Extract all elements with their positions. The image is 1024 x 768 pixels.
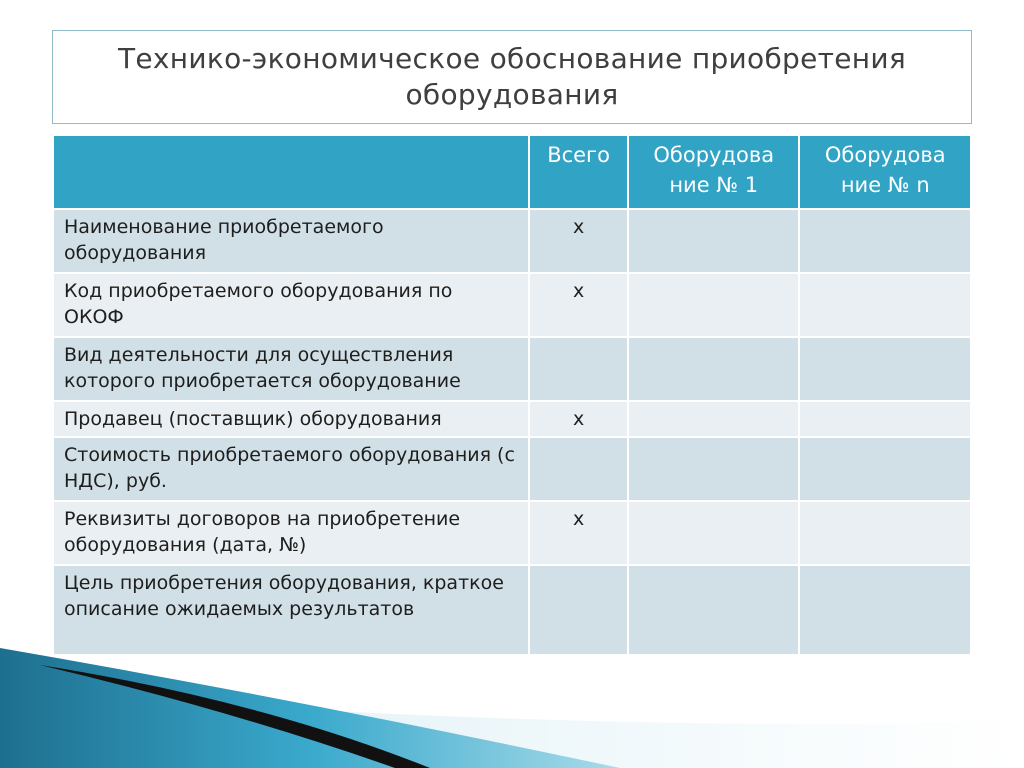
row-total: х xyxy=(530,502,627,564)
row-label: Код приобретаемого оборудования по ОКОФ xyxy=(54,274,528,336)
header-equipment-1: Оборудова ние № 1 xyxy=(629,136,798,208)
row-total: х xyxy=(530,274,627,336)
row-label: Наименование приобретаемого оборудования xyxy=(54,210,528,272)
row-label: Стоимость приобретаемого оборудования (с НДС), руб. xyxy=(54,438,528,500)
row-label: Реквизиты договоров на приобретение оборудования (дата, №) xyxy=(54,502,528,564)
row-label: Вид деятельности для осуществления которого приобретается оборудование xyxy=(54,338,528,400)
header-total: Всего xyxy=(530,136,627,208)
row-label: Продавец (поставщик) оборудования xyxy=(54,402,528,436)
row-total: х xyxy=(530,402,627,436)
swoosh-teal xyxy=(0,648,620,768)
row-label: Цель приобретения оборудования, краткое описание ожидаемых результатов xyxy=(54,566,528,654)
header-equipment-n: Оборудова ние № n xyxy=(800,136,970,208)
page-title: Технико-экономическое обоснование приобретения оборудования xyxy=(117,42,907,111)
row-total: х xyxy=(530,210,627,272)
